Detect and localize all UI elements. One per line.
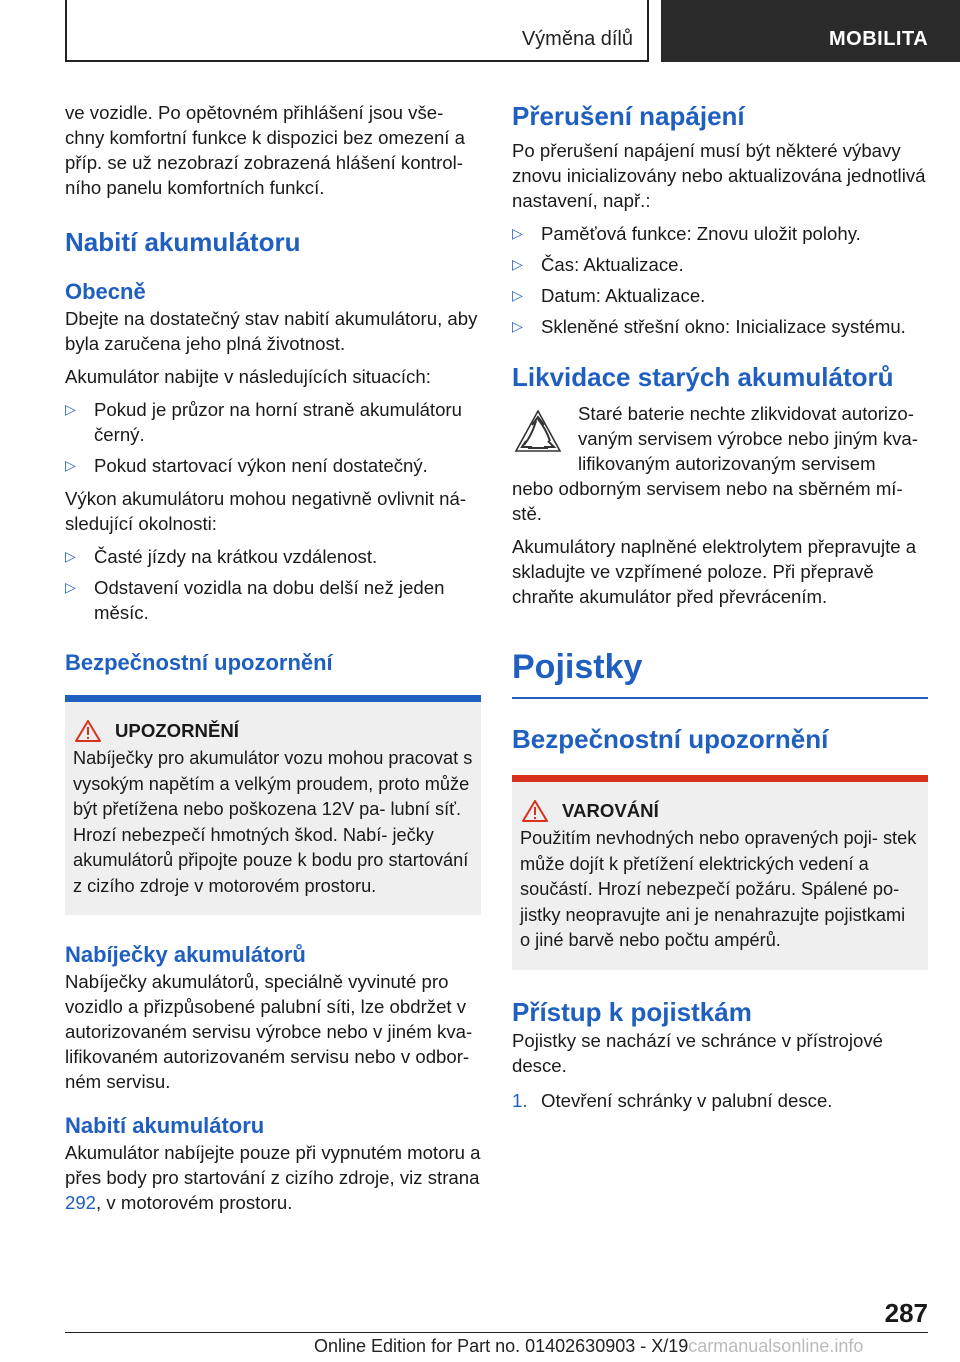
- general-paragraph-3: Výkon akumulátoru mohou negativně ovlivnit ná- sledující okolnosti:: [65, 488, 467, 534]
- triangle-bullet-icon: ▷: [512, 318, 523, 334]
- warning-header: [520, 800, 920, 822]
- interruption-paragraph: Po přerušení napájení musí být některé výbavy znovu inicializovány nebo aktualizována jednotlivá nastavení, např.:: [512, 140, 926, 211]
- list-item: ▷ Skleněné střešní okno: Inicializace systému.: [512, 316, 906, 337]
- heading-fuse-access: Přístup k pojistkám: [512, 996, 752, 1027]
- triangle-bullet-icon: ▷: [65, 457, 76, 473]
- triangle-bullet-icon: ▷: [512, 225, 523, 241]
- chapter-tab: MOBILITA: [661, 0, 960, 62]
- watermark: carmanualsonline.info: [688, 1336, 864, 1356]
- heading-battery-charge-2: Nabití akumulátoru: [65, 1113, 265, 1138]
- steps-list: [512, 1088, 928, 1113]
- list-item: ▷ Čas: Aktualizace.: [512, 254, 684, 275]
- heading-disposal: Likvidace starých akumulátorů: [512, 362, 894, 392]
- caution-text: Nabíječky pro akumulátor vozu mohou pracovat s vysokým napětím a velkým proudem, proto může být přetížena nebo poškozena 12V pa- lubní síť. Hrozí nebezpečí hmotných škod. Nabí- ječky akumulátorů připojte pouze k bodu pro startování z cizího zdroje v motorovém prostoru.: [73, 748, 473, 896]
- warning-bar-red: [512, 775, 928, 782]
- heading-battery-charge: Nabití akumulátoru: [65, 227, 301, 257]
- general-paragraph-2: Akumulátor nabijte v následujících situacích:: [65, 366, 431, 387]
- disposal-paragraph-inline: Staré baterie nechte zlikvidovat autorizo- vaným servisem výrobce nebo jiným kva- lifikovaným autorizovaným servisem: [578, 403, 918, 474]
- heading-fuses: Pojistky: [512, 648, 643, 686]
- triangle-bullet-icon: ▷: [65, 579, 76, 595]
- page-reference-link[interactable]: 292: [65, 1192, 97, 1213]
- triangle-bullet-icon: ▷: [65, 401, 76, 417]
- footer-rule: [65, 1332, 928, 1333]
- recycle-icon: [512, 407, 564, 459]
- heading-safety-notes: Bezpečnostní upozornění: [65, 650, 333, 675]
- caution-title: UPOZORNĚNÍ: [115, 720, 239, 741]
- disposal-paragraph-2: Akumulátory naplněné elektrolytem přepravujte a skladujte ve vzpřímené poloze. Při přepravě chraňte akumulátor před převrácením.: [512, 536, 917, 607]
- list-item: ▷ Paměťová funkce: Znovu uložit polohy.: [512, 223, 861, 244]
- warning-title: VAROVÁNÍ: [562, 800, 659, 821]
- list-item: ▷ Datum: Aktualizace.: [512, 285, 706, 306]
- list-item: ▷ Časté jízdy na krátkou vzdálenost.: [65, 546, 378, 567]
- reinit-list: [512, 221, 928, 339]
- disposal-paragraph-rest: nebo odborným servisem nebo na sběrném mí- stě.: [512, 478, 903, 524]
- charge2-paragraph: Akumulátor nabíjejte pouze při vypnutém motoru a přes body pro startování z cizího zdroje, viz strana 292, v motorovém prostoru.: [65, 1142, 481, 1213]
- page-number: 287: [884, 1298, 928, 1328]
- list-item: ▷ Pokud startovací výkon není dostatečný.: [65, 455, 428, 476]
- list-item: ▷ Pokud je průzor na horní straně akumulátoru černý.: [65, 399, 462, 445]
- header-left-box: [65, 0, 649, 62]
- caution-header: [73, 720, 473, 742]
- general-paragraph-1: Dbejte na dostatečný stav nabití akumulátoru, aby byla zaručena jeho plná životnost.: [65, 308, 478, 354]
- triangle-bullet-icon: ▷: [512, 256, 523, 272]
- list-item: ▷ Odstavení vozidla na dobu delší než jeden měsíc.: [65, 577, 445, 623]
- intro-paragraph: ve vozidle. Po opětovném přihlášení jsou vše- chny komfortní funkce k dispozici bez omezení a příp. se už nezobrazí zobrazená hlášení kontrol- ního panelu komfortních funkcí.: [65, 102, 465, 198]
- triangle-bullet-icon: ▷: [512, 287, 523, 303]
- access-paragraph: Pojistky se nachází ve schránce v přístrojové desce.: [512, 1029, 884, 1076]
- warning-bar: [65, 695, 481, 702]
- heading-general: Obecně: [65, 279, 146, 304]
- factors-list: [65, 544, 481, 625]
- triangle-bullet-icon: ▷: [65, 548, 76, 564]
- warning-triangle-icon: [522, 800, 548, 822]
- right-column: [512, 100, 928, 1113]
- left-column: [65, 100, 481, 1223]
- section-title: Výměna dílů: [521, 28, 633, 50]
- heading-safety-notes-right: Bezpečnostní upozornění: [512, 724, 829, 754]
- footer-edition: Online Edition for Part no. 01402630903 - X/19carmanualsonline.info: [314, 1336, 864, 1356]
- list-item: 1. Otevření schránky v palubní desce.: [512, 1089, 833, 1111]
- warning-box: [512, 782, 928, 970]
- disposal-block: [512, 401, 928, 476]
- caution-box: [65, 702, 481, 915]
- warning-triangle-icon: [75, 720, 101, 742]
- charge-situations-list: [65, 397, 481, 478]
- warning-text: Použitím nevhodných nebo opravených poji- stek může dojít k přetížení elektrických vedení a součástí. Hrozí nebezpečí požáru. Spálené po- jistky neopravujte ani je nenahrazujte pojistkami o jiné barvě nebo počtu ampérů.: [520, 828, 917, 950]
- fuses-rule: [512, 697, 928, 699]
- heading-power-interruption: Přerušení napájení: [512, 101, 745, 131]
- heading-chargers: Nabíječky akumulátorů: [65, 942, 306, 967]
- chargers-paragraph: Nabíječky akumulátorů, speciálně vyvinuté pro vozidlo a přizpůsobené palubní síti, lze obdržet v autorizovaném servisu výrobce nebo v jiném kva- lifikovaném autorizovaném servisu nebo v odbor- ném servisu.: [65, 971, 473, 1092]
